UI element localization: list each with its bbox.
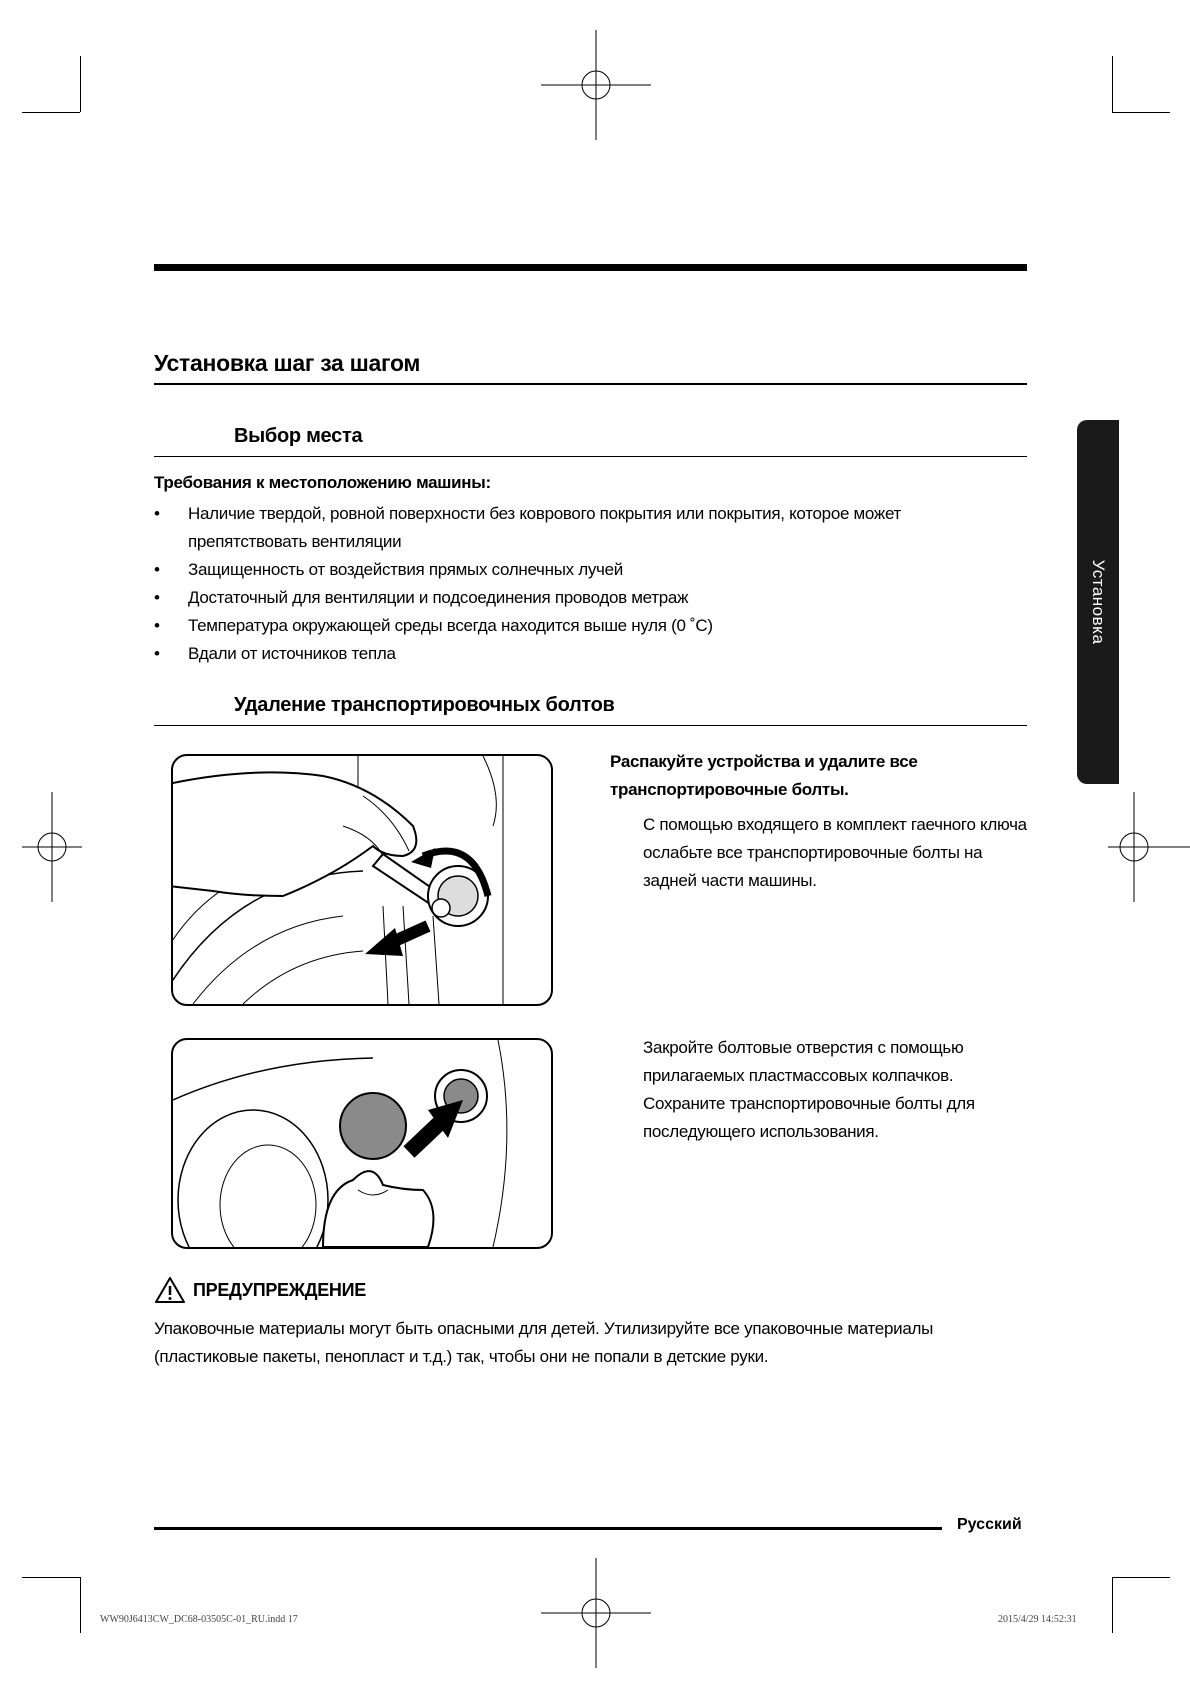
requirements-title: Требования к местоположению машины: [154,473,491,492]
crop-mark-br-h [1112,1577,1170,1578]
imprint-timestamp: 2015/4/29 14:52:31 [998,1614,1077,1625]
crop-mark-br-v [1112,1577,1113,1633]
top-rule [154,264,1027,271]
figure-wrench-bolt [171,754,553,1006]
section-rule-location [154,456,1027,457]
page-title: Установка шаг за шагом [154,350,421,376]
wrench-illustration [173,756,551,1004]
list-item: • Вдали от источников тепла [154,640,1014,668]
list-item: • Температура окружающей среды всегда находится выше нуля (0 ˚C) [154,612,1014,640]
section-rule-bolts [154,725,1027,726]
crop-mark-bl-h [22,1577,80,1578]
section-heading-bolts: Удаление транспортировочных болтов [234,694,615,716]
figure-plastic-caps [171,1038,553,1249]
crop-mark-tl-h [22,112,80,113]
registration-mark-bottom [541,1558,651,1668]
crop-mark-tl-v [80,56,81,112]
crop-mark-tr-v [1112,56,1113,112]
footer-rule [154,1527,942,1530]
list-item: • Наличие твердой, ровной поверхности без коврового покрытия или покрытия, которое может препятствовать вентиляции [154,500,1014,556]
footer-language: Русский [957,1516,1022,1533]
registration-mark-right [1080,792,1190,902]
registration-mark-left [0,792,110,902]
side-tab-label: Установка [1089,559,1108,645]
warning-triangle-icon [154,1276,186,1304]
step-title: Распакуйте устройства и удалите все транспортировочные болты. [610,752,918,799]
list-item: • Достаточный для вентиляции и подсоединения проводов метраж [154,584,1014,612]
step1-instructions: С помощью входящего в комплект гаечного ключа ослабьте все транспортировочные болты на задней части машины. [643,815,1027,890]
side-tab [1077,420,1119,784]
imprint-file-info: WW90J6413CW_DC68-03505C-01_RU.indd 17 [100,1614,298,1625]
crop-mark-tr-h [1112,112,1170,113]
step2-instructions: Закройте болтовые отверстия с помощью прилагаемых пластмассовых колпачков. Сохраните транспортировочные болты для последующего использования. [643,1038,975,1141]
title-rule [154,383,1027,385]
caps-illustration [173,1040,551,1247]
warning-text: Упаковочные материалы могут быть опасными для детей. Утилизируйте все упаковочные материалы (пластиковые пакеты, пенопласт и т.д.) так, чтобы они не попали в детские руки. [154,1319,934,1366]
requirements-list [154,500,1014,668]
section-heading-location: Выбор места [234,425,363,447]
crop-mark-bl-v [80,1577,81,1633]
registration-mark-top [541,30,651,140]
warning-title: ПРЕДУПРЕЖДЕНИЕ [193,1280,366,1300]
list-item: • Защищенность от воздействия прямых солнечных лучей [154,556,1014,584]
